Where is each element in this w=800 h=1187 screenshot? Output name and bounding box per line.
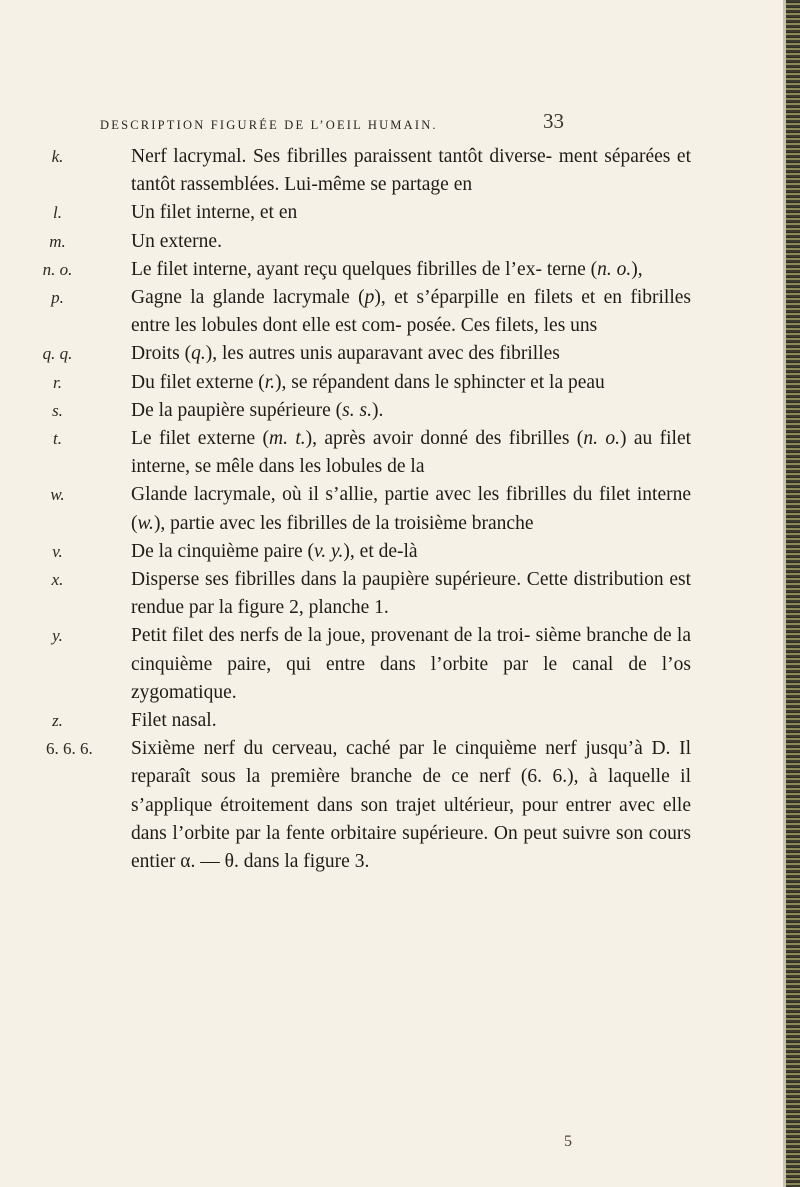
entry-text — [131, 481, 691, 537]
legend-entry — [0, 228, 790, 256]
entry-text-segment: ), — [631, 258, 643, 280]
entry-text-segment: ) au filet interne, se mêle dans les lobules de la — [131, 428, 692, 478]
entry-text — [131, 284, 691, 340]
entry-text-segment: Petit filet des nerfs de la joue, provenant de la troi- sième branche de la cinquième paire, qui entre dans l’orbite par le canal de l’os zygomatique. — [131, 625, 691, 703]
entry-text-segment: ), et s’éparpille en filets et en fibrilles entre les lobules dont elle est com- posée. Ces filets, les uns — [131, 287, 691, 337]
entry-reference: r. — [264, 371, 276, 393]
legend-entry — [0, 284, 790, 340]
signature-mark: 5 — [564, 1133, 572, 1150]
entry-key: s. — [52, 400, 63, 420]
entry-text — [131, 425, 691, 481]
entry-text-segment: Le filet externe ( — [131, 428, 269, 450]
entry-reference: p — [364, 287, 375, 309]
entry-text-segment: Sixième nerf du cerveau, caché par le cinquième nerf jusqu’à D. Il reparaît sous la première branche de ce nerf (6. 6.), à laquelle il s’applique étroitement dans son trajet ultérieur, pour entrer avec elle dans l’orbite par la fente orbitaire supérieure. On peut suivre son cours entier α. — θ. dans la figure 3. — [131, 738, 691, 873]
entry-text — [131, 538, 691, 566]
entry-key: k. — [51, 147, 64, 166]
entry-text-segment: Du filet externe ( — [131, 371, 265, 393]
legend-entry — [0, 397, 790, 425]
entry-reference: q. — [191, 343, 206, 365]
entry-text-segment: De la cinquième paire ( — [131, 540, 314, 562]
legend-entry — [0, 143, 790, 199]
entry-text-segment: ), les autres unis auparavant avec des fibrilles — [205, 343, 560, 365]
entry-reference: n. o. — [597, 258, 632, 280]
entry-text-segment: Nerf lacrymal. Ses fibrilles paraissent tantôt diverse- ment séparées et tantôt rassemblées. Lui-même se partage en — [131, 146, 691, 196]
entry-text-segment: Glande lacrymale, où il s’allie, partie avec les fibrilles du filet interne ( — [131, 484, 691, 534]
legend-entry — [0, 566, 790, 622]
legend-entry — [0, 622, 790, 707]
entry-text-segment: ), et de-là — [343, 540, 418, 562]
entry-reference: s. s. — [342, 399, 372, 421]
page-number: 33 — [543, 109, 564, 133]
entry-text-segment: Un filet interne, et en — [131, 202, 298, 224]
entry-key: p. — [51, 288, 64, 308]
entry-text-segment: De la paupière supérieure ( — [131, 399, 343, 421]
entry-reference: n. o. — [583, 428, 620, 450]
entry-text — [131, 707, 691, 735]
entry-text-segment: Filet nasal. — [131, 710, 217, 732]
entry-key: q. q. — [42, 344, 73, 364]
entry-key: 6. 6. 6. — [46, 739, 93, 759]
entry-key: w. — [50, 485, 65, 505]
entry-text-segment: Disperse ses fibrilles dans la paupière supérieure. Cette distribution est rendue par la figure 2, planche 1. — [131, 569, 691, 619]
entry-reference: m. t. — [269, 428, 306, 450]
legend-entry — [0, 707, 790, 735]
legend-entry — [0, 425, 790, 481]
entry-text — [131, 143, 691, 199]
entry-text-segment: Le filet interne, ayant reçu quelques fibrilles de l’ex- terne ( — [131, 258, 598, 280]
entry-text-segment: ). — [371, 399, 384, 421]
entry-text-segment: Droits ( — [131, 343, 192, 365]
entry-key: n. o. — [42, 259, 73, 279]
entry-key: z. — [52, 711, 63, 731]
entry-text-segment: ), partie avec les fibrilles de la troisième branche — [153, 512, 534, 534]
entry-reference: w. — [137, 512, 154, 534]
entry-text — [131, 340, 691, 368]
entry-text — [131, 397, 691, 425]
entry-text — [131, 622, 691, 707]
legend-entry — [0, 199, 790, 227]
entry-key: x. — [51, 570, 64, 590]
entry-text — [131, 228, 691, 256]
entry-text-segment: ), après avoir donné des fibrilles ( — [305, 428, 584, 450]
legend-entry — [0, 369, 790, 397]
entry-key: l. — [53, 203, 62, 223]
entry-text-segment: Un externe. — [131, 230, 222, 252]
legend-entry — [0, 340, 790, 368]
running-title: DESCRIPTION FIGURÉE DE L’OEIL HUMAIN. — [100, 118, 438, 132]
entry-key: t. — [53, 429, 62, 449]
entry-text — [131, 566, 691, 622]
legend-entry — [0, 538, 790, 566]
entry-text — [131, 256, 691, 284]
entry-key: r. — [53, 372, 62, 392]
entry-key: y. — [52, 626, 63, 646]
entry-text — [131, 369, 691, 397]
entry-reference: v. y. — [314, 540, 344, 562]
legend-entry — [0, 256, 790, 284]
page-edge-binding — [786, 0, 800, 1187]
legend-entries — [0, 143, 790, 876]
entry-text-segment: ), se répandent dans le sphincter et la peau — [275, 371, 605, 393]
entry-text — [131, 199, 691, 227]
legend-entry — [0, 481, 790, 537]
legend-entry — [0, 735, 790, 876]
entry-text — [131, 735, 691, 876]
entry-text-segment: Gagne la glande lacrymale ( — [131, 287, 365, 309]
entry-key: m. — [49, 231, 66, 251]
entry-key: v. — [52, 541, 63, 561]
